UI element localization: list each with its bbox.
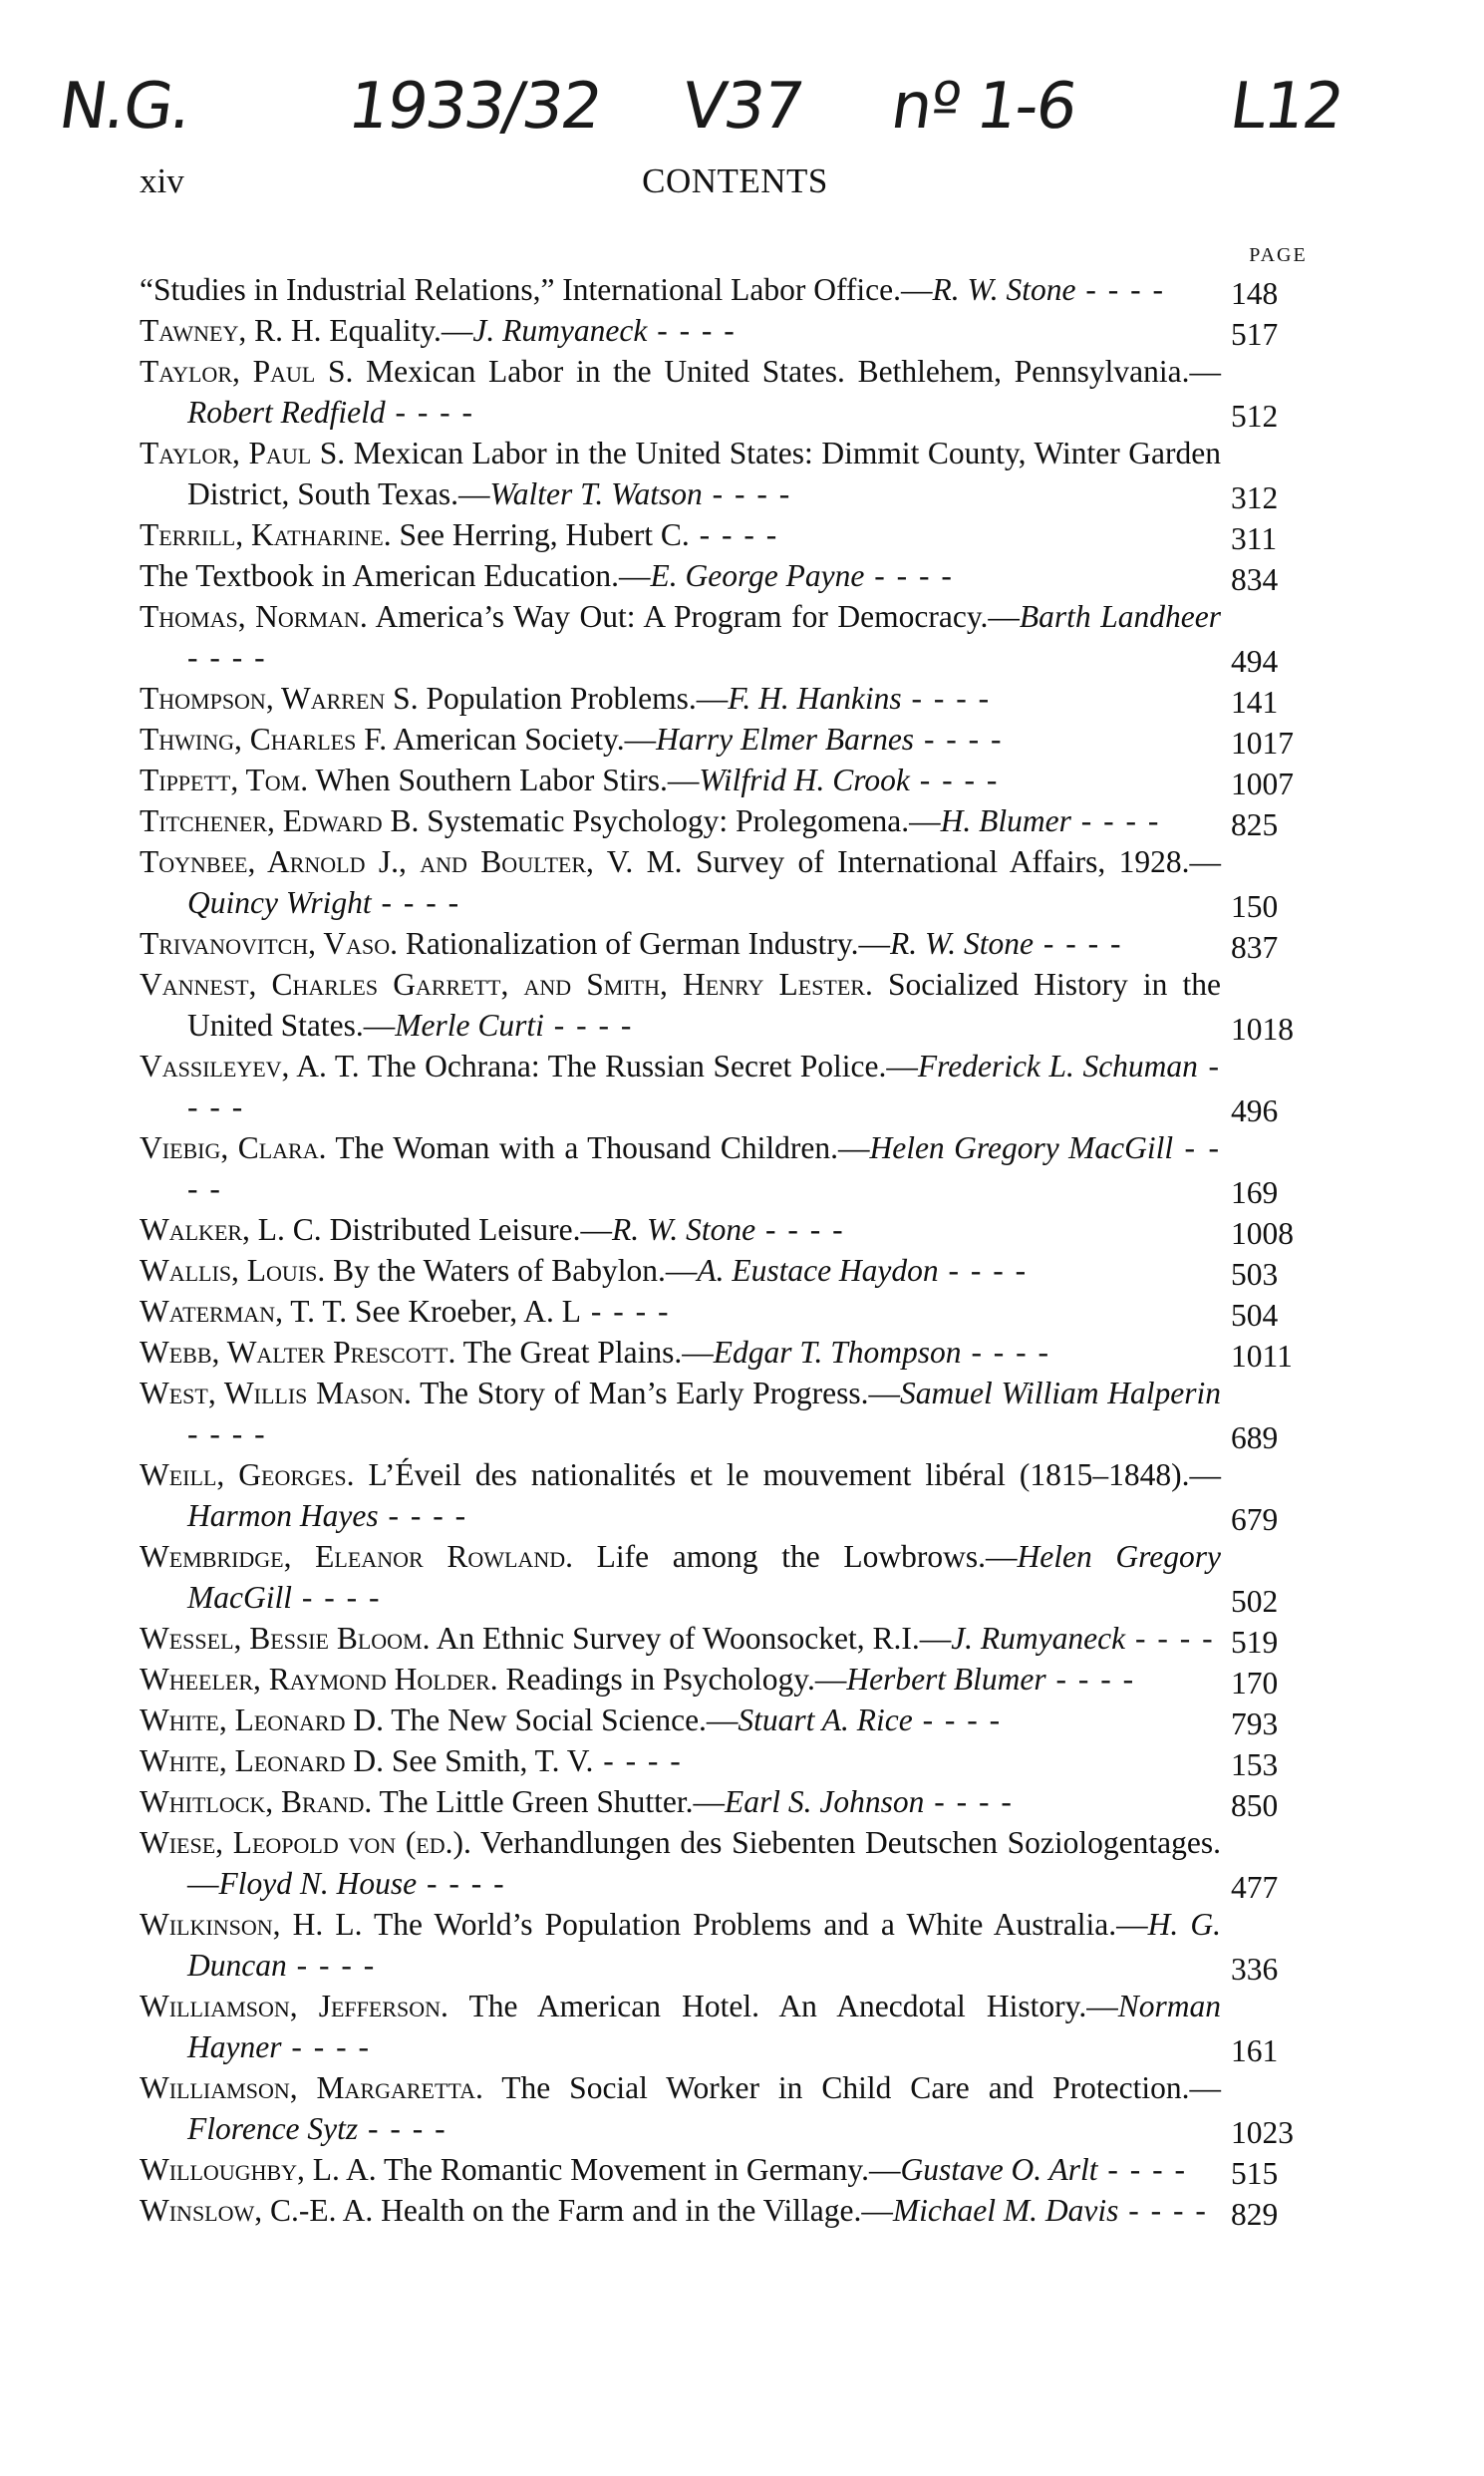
entry-page-number: 1023 — [1231, 2115, 1294, 2150]
entry-reviewer: E. George Payne — [650, 558, 865, 593]
entry-reviewer: H. G. Duncan — [187, 1907, 1221, 1983]
entry-author: Williamson, Margaretta. — [140, 2070, 483, 2105]
dot-leader: - - - - — [593, 1743, 683, 1778]
entry-page-number: 153 — [1231, 1747, 1279, 1782]
entry-author: Taylor, Paul S. — [140, 436, 346, 470]
entry-title: Verhandlungen des Siebenten Deutschen Soziologentages.— — [187, 1825, 1221, 1901]
page-title: CONTENTS — [642, 161, 828, 200]
entry-author: Tawney, R. H. — [140, 313, 322, 348]
entry-author: Thwing, Charles F. — [140, 722, 388, 757]
entry-title: The World’s Population Problems and a White Australia.— — [362, 1907, 1148, 1942]
entry-title: Mexican Labor in the United States: Dimmit County, Winter Garden District, South Texas.— — [187, 436, 1221, 511]
dot-leader: - - - - — [581, 1294, 671, 1329]
entry-author: West, Willis Mason. — [140, 1376, 412, 1410]
contents-entry — [140, 1250, 1331, 1291]
contents-entry — [140, 1659, 1331, 1700]
dot-leader: - - - - — [864, 558, 954, 593]
dot-leader: - - - - — [371, 885, 461, 920]
dot-leader: - - - - — [286, 1948, 377, 1983]
dot-leader: - - - - — [1097, 2152, 1187, 2187]
entry-reviewer: J. Rumyaneck — [951, 1621, 1126, 1656]
dot-leader: - - - - — [938, 1253, 1029, 1288]
contents-entry — [140, 678, 1331, 719]
entry-reviewer: J. Rumyaneck — [472, 313, 648, 348]
entry-title: The Little Green Shutter.— — [372, 1784, 725, 1819]
page-header — [140, 161, 1331, 211]
entry-reviewer: A. Eustace Haydon — [697, 1253, 939, 1288]
handwritten-mark: V37 — [677, 70, 807, 144]
entry-author: Wallis, Louis. — [140, 1253, 326, 1288]
dot-leader: - - - - — [689, 517, 779, 552]
entry-reviewer: R. W. Stone — [612, 1212, 756, 1247]
entry-page-number: 141 — [1231, 685, 1279, 720]
entry-page-number: 169 — [1231, 1175, 1279, 1210]
entry-page-number: 517 — [1231, 317, 1279, 352]
dot-leader: - - - - — [647, 313, 737, 348]
contents-entry — [140, 1373, 1331, 1454]
dot-leader: - - - - — [924, 1784, 1014, 1819]
entry-author: Trivanovitch, Vaso. — [140, 926, 398, 961]
dot-leader: - - - - — [702, 476, 792, 511]
entry-title: The American Hotel. An Anecdotal History.— — [447, 1989, 1118, 2023]
page-column-label: PAGE — [1249, 244, 1308, 266]
entry-author: Tippett, Tom. — [140, 763, 309, 797]
entry-reviewer: Helen Gregory MacGill — [187, 1539, 1221, 1615]
page-number: xiv — [140, 161, 184, 200]
contents-entry — [140, 2067, 1331, 2149]
entry-title: The Story of Man’s Early Progress.— — [411, 1376, 901, 1410]
contents-entry — [140, 1046, 1331, 1127]
entry-title: Population Problems.— — [418, 681, 729, 716]
entry-reviewer: Walter T. Watson — [489, 476, 703, 511]
entry-page-number: 494 — [1231, 644, 1279, 679]
contents-entry — [140, 800, 1331, 841]
dot-leader: - - - - — [543, 1008, 634, 1043]
entry-page-number: 1011 — [1231, 1339, 1293, 1374]
entry-page-number: 689 — [1231, 1420, 1279, 1455]
contents-entry — [140, 1291, 1331, 1332]
dot-leader: - - - - — [914, 722, 1004, 757]
entry-title: Health on the Farm and in the Village.— — [373, 2193, 893, 2228]
dot-leader: - - - - — [1075, 272, 1165, 307]
entry-page-number: 1007 — [1231, 767, 1294, 801]
entry-author: White, Leonard D. — [140, 1743, 384, 1778]
entry-reviewer: H. Blumer — [940, 803, 1071, 838]
entry-author: Vassileyev, A. T. — [140, 1049, 360, 1083]
entry-page-number: 148 — [1231, 276, 1279, 311]
entry-page-number: 825 — [1231, 807, 1279, 842]
dot-leader: - - - - — [912, 1702, 1003, 1737]
entry-reviewer: Wilfrid H. Crook — [699, 763, 910, 797]
entry-page-number: 1017 — [1231, 726, 1294, 761]
entry-author: Willoughby, L. A. — [140, 2152, 377, 2187]
entry-reviewer: Florence Sytz — [187, 2111, 359, 2146]
entry-title: Systematic Psychology: Prolegomena.— — [419, 803, 941, 838]
entry-title: Rationalization of German Industry.— — [398, 926, 890, 961]
entry-author: Thomas, Norman. — [140, 599, 368, 634]
entry-title: The Great Plains.— — [455, 1335, 714, 1370]
entry-page-number: 793 — [1231, 1706, 1279, 1741]
entry-page-number: 504 — [1231, 1298, 1279, 1333]
dot-leader: - - - - — [187, 640, 267, 675]
entry-page-number: 837 — [1231, 930, 1279, 965]
contents-entry — [140, 2190, 1331, 2231]
contents-entry — [140, 1454, 1331, 1536]
contents-entry — [140, 1781, 1331, 1822]
entry-reviewer: Norman Hayner — [187, 1989, 1221, 2064]
contents-entry — [140, 1986, 1331, 2067]
dot-leader: - - - - — [1125, 1621, 1215, 1656]
entry-reviewer: R. W. Stone — [932, 272, 1076, 307]
entry-page-number: 336 — [1231, 1952, 1279, 1987]
entry-title: L’Éveil des nationalités et le mouvement libéral (1815–1848).— — [354, 1457, 1221, 1492]
handwritten-mark: N.G. — [54, 70, 195, 144]
entry-title: American Society.— — [387, 722, 657, 757]
entry-author: Walker, L. C. — [140, 1212, 322, 1247]
entry-reviewer: Robert Redfield — [187, 395, 386, 430]
handwritten-mark: L12 — [1225, 70, 1347, 144]
contents-entry — [140, 1822, 1331, 1904]
contents-entry — [140, 1700, 1331, 1740]
entry-page-number: 496 — [1231, 1093, 1279, 1128]
dot-leader: - - - - — [1118, 2193, 1208, 2228]
entry-title: Mexican Labor in the United States. Bethlehem, Pennsylvania.— — [353, 354, 1222, 389]
entry-author: Wilkinson, H. L. — [140, 1907, 363, 1942]
entry-reviewer: Earl S. Johnson — [724, 1784, 925, 1819]
entry-page-number: 170 — [1231, 1666, 1279, 1701]
entry-page-number: 503 — [1231, 1257, 1279, 1292]
entry-page-number: 829 — [1231, 2197, 1279, 2232]
dot-leader: - - - - — [961, 1335, 1051, 1370]
entry-title: “Studies in Industrial Relations,” International Labor Office.— — [140, 272, 933, 307]
contents-entry — [140, 1536, 1331, 1618]
entry-author: White, Leonard D. — [140, 1702, 384, 1737]
entry-author: Weill, Georges. — [140, 1457, 355, 1492]
entry-reviewer: Floyd N. House — [218, 1866, 418, 1901]
entry-reviewer: Helen Gregory MacGill — [869, 1130, 1174, 1165]
handwritten-call-number — [54, 70, 1395, 169]
dot-leader: - - - - — [901, 681, 992, 716]
entry-page-number: 161 — [1231, 2033, 1279, 2068]
entry-title: An Ethnic Survey of Woonsocket, R.I.— — [430, 1621, 952, 1656]
entry-page-number: 679 — [1231, 1502, 1279, 1537]
contents-list — [140, 269, 1331, 2231]
entry-page-number: 512 — [1231, 399, 1279, 434]
dot-leader: - - - - — [187, 1416, 267, 1451]
entry-title: The Ochrana: The Russian Secret Police.— — [359, 1049, 918, 1083]
entry-title: See Kroeber, A. L — [347, 1294, 582, 1329]
contents-entry — [140, 555, 1331, 596]
entry-reviewer: Barth Landheer — [1019, 599, 1221, 634]
entry-reviewer: Stuart A. Rice — [738, 1702, 913, 1737]
entry-author: Thompson, Warren S. — [140, 681, 419, 716]
entry-page-number: 150 — [1231, 889, 1279, 924]
entry-reviewer: R. W. Stone — [889, 926, 1035, 961]
dot-leader: - - - - — [909, 763, 1000, 797]
entry-title: By the Waters of Babylon.— — [325, 1253, 698, 1288]
entry-reviewer: Harmon Hayes — [187, 1498, 379, 1533]
entry-reviewer: Quincy Wright — [187, 885, 372, 920]
entry-title: The Woman with a Thousand Children.— — [326, 1130, 870, 1165]
entry-author: Titchener, Edward B. — [140, 803, 420, 838]
contents-entry — [140, 1904, 1331, 1986]
entry-author: Wiese, Leopold von (ed.). — [140, 1825, 471, 1860]
entry-reviewer: F. H. Hankins — [728, 681, 902, 716]
contents-entry — [140, 1209, 1331, 1250]
dot-leader: - - - - — [281, 2029, 371, 2064]
dot-leader: - - - - — [1045, 1662, 1136, 1697]
contents-entry — [140, 514, 1331, 555]
entry-page-number: 850 — [1231, 1788, 1279, 1823]
contents-entry — [140, 760, 1331, 800]
entry-reviewer: Frederick L. Schuman — [917, 1049, 1198, 1083]
dot-leader: - - - - — [187, 1049, 1221, 1124]
contents-entry — [140, 1332, 1331, 1373]
handwritten-mark: 1933/32 — [343, 70, 606, 144]
entry-title: The Textbook in American Education.— — [140, 558, 651, 593]
entry-reviewer: Edgar T. Thompson — [713, 1335, 962, 1370]
entry-title: America’s Way Out: A Program for Democracy.— — [367, 599, 1020, 634]
handwritten-mark: nº 1-6 — [886, 70, 1080, 144]
entry-title: When Southern Labor Stirs.— — [308, 763, 700, 797]
entry-author: Williamson, Jefferson. — [140, 1989, 448, 2023]
contents-entry — [140, 1127, 1331, 1209]
entry-author: Whitlock, Brand. — [140, 1784, 373, 1819]
dot-leader: - - - - — [358, 2111, 447, 2146]
entry-page-number: 515 — [1231, 2156, 1279, 2191]
entry-title: The Social Worker in Child Care and Protection.— — [482, 2070, 1221, 2105]
entry-author: Vannest, Charles Garrett, and Smith, Henry Lester. — [140, 967, 873, 1002]
contents-entry — [140, 351, 1331, 433]
entry-page-number: 834 — [1231, 562, 1279, 597]
contents-entry — [140, 2149, 1331, 2190]
entry-author: Taylor, Paul S. — [140, 354, 354, 389]
entry-page-number: 477 — [1231, 1870, 1279, 1905]
dot-leader: - - - - — [385, 395, 475, 430]
contents-entry — [140, 596, 1331, 678]
entry-title: See Herring, Hubert C. — [391, 517, 690, 552]
dot-leader: - - - - — [755, 1212, 845, 1247]
entry-author: Wembridge, Eleanor Rowland. — [140, 1539, 573, 1574]
entry-title: Distributed Leisure.— — [321, 1212, 613, 1247]
entry-page-number: 502 — [1231, 1584, 1279, 1619]
entry-author: Viebig, Clara. — [140, 1130, 327, 1165]
entry-reviewer: Merle Curti — [395, 1008, 544, 1043]
entry-title: Readings in Psychology.— — [497, 1662, 847, 1697]
entry-author: Webb, Walter Prescott. — [140, 1335, 456, 1370]
entry-title: See Smith, T. V. — [383, 1743, 594, 1778]
dot-leader: - - - - — [1070, 803, 1161, 838]
entry-reviewer: Michael M. Davis — [892, 2193, 1119, 2228]
contents-entry — [140, 269, 1331, 310]
entry-title: Survey of International Affairs, 1928.— — [682, 844, 1222, 879]
contents-entry — [140, 1618, 1331, 1659]
entry-reviewer: Harry Elmer Barnes — [656, 722, 915, 757]
entry-author: Winslow, C.-E. A. — [140, 2193, 374, 2228]
entry-title: The New Social Science.— — [383, 1702, 739, 1737]
entry-author: Toynbee, Arnold J., and Boulter, V. M. — [140, 844, 683, 879]
contents-entry — [140, 433, 1331, 514]
dot-leader: - - - - — [187, 1130, 1221, 1206]
contents-entry — [140, 719, 1331, 760]
entry-author: Terrill, Katharine. — [140, 517, 392, 552]
entry-reviewer: Herbert Blumer — [846, 1662, 1046, 1697]
entry-author: Wheeler, Raymond Holder. — [140, 1662, 498, 1697]
entry-author: Waterman, T. T. — [140, 1294, 348, 1329]
entry-title: Life among the Lowbrows.— — [572, 1539, 1018, 1574]
entry-page-number: 1008 — [1231, 1216, 1294, 1251]
entry-author: Wessel, Bessie Bloom. — [140, 1621, 431, 1656]
entry-page-number: 312 — [1231, 480, 1279, 515]
dot-leader: - - - - — [417, 1866, 506, 1901]
entry-page-number: 1018 — [1231, 1012, 1294, 1047]
entry-reviewer: Samuel William Halperin — [900, 1376, 1221, 1410]
entry-title: Socialized History in the United States.— — [187, 967, 1221, 1043]
entry-page-number: 311 — [1231, 521, 1278, 556]
entry-title: Equality.— — [321, 313, 473, 348]
dot-leader: - - - - — [1034, 926, 1123, 961]
contents-entry — [140, 841, 1331, 923]
dot-leader: - - - - — [378, 1498, 468, 1533]
contents-entry — [140, 310, 1331, 351]
contents-entry — [140, 964, 1331, 1046]
contents-entry — [140, 1740, 1331, 1781]
dot-leader: - - - - — [291, 1580, 382, 1615]
contents-entry — [140, 923, 1331, 964]
entry-title: The Romantic Movement in Germany.— — [376, 2152, 901, 2187]
entry-reviewer: Gustave O. Arlt — [900, 2152, 1098, 2187]
entry-page-number: 519 — [1231, 1625, 1279, 1660]
